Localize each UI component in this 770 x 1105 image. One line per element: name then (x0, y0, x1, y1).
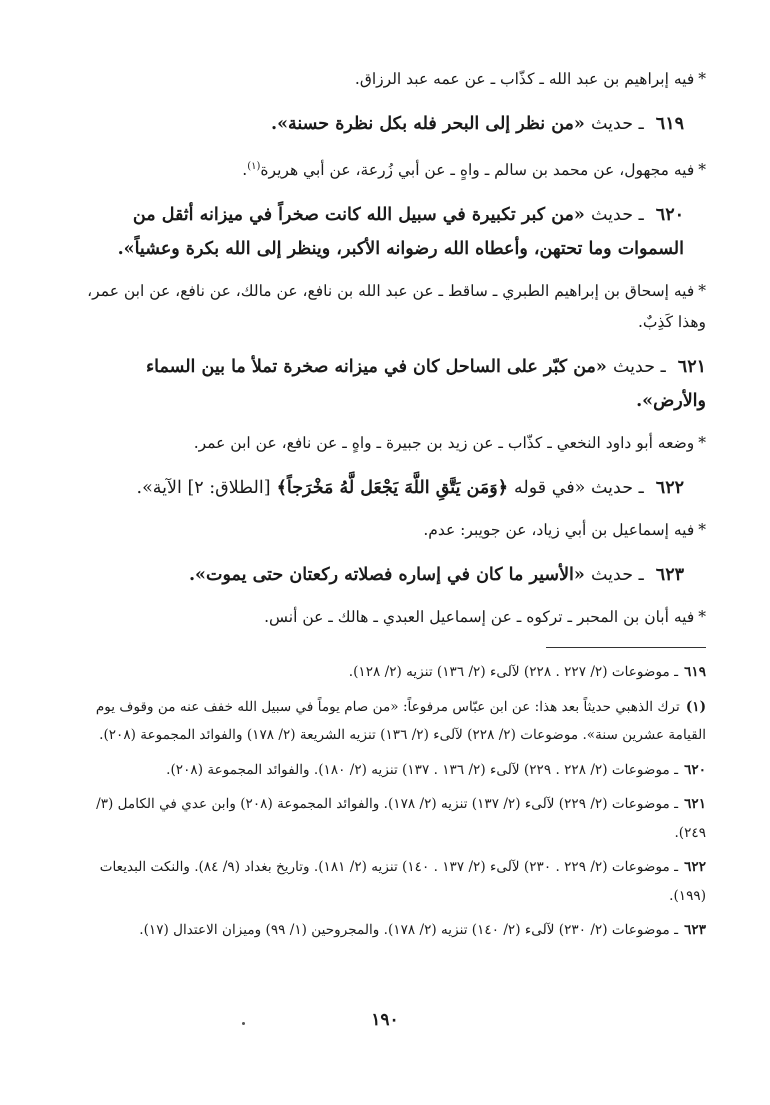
verse-reference: [الطلاق: ٢] الآية». (136, 478, 271, 499)
narrator-note: *فيه أبان بن المحبر ـ تركوه ـ عن إسماعيل العبدي ـ هالك ـ عن أنس. (264, 608, 706, 627)
footnote-number: (١) (685, 698, 706, 715)
hadith-entry (74, 198, 706, 266)
hadith-text: «من كبر تكبيرة في سبيل الله كانت صخراً في ميزانه أثقل من السموات وما تحتهن، وأعطاه الله رضوانه الأكبر، وينظر إلى الله بكرة وعشياً». (117, 205, 684, 260)
hadith-lead: ـ حديث (590, 565, 644, 586)
footnote: ٦٢٢ـ موضوعات (٢/ ٢٢٩ . ٢٣٠) لآلىء (٢/ ١٣٧ . ١٤٠) تنزيه (٢/ ١٨١). وتاريخ بغداد (٩/ ٨٤). والنكت البديعات (١٩٩). (99, 859, 706, 904)
hadith-number: ٦٢٢ (655, 478, 684, 499)
hadith-entry (74, 107, 706, 141)
page-number: ١٩٠ (371, 1010, 399, 1030)
footnote-number: ٦٢٠ (684, 761, 706, 778)
footnote: ٦٢٣ـ موضوعات (٢/ ٢٣٠) لآلىء (٢/ ١٤٠) تنزيه (٢/ ١٧٨). والمجروحين (١/ ٩٩) وميزان الاعتدال (١٧). (139, 922, 706, 939)
narrator-note: *فيه إبراهيم بن عبد الله ـ كذّاب ـ عن عمه عبد الرزاق. (354, 70, 706, 88)
footnote: (١)ترك الذهبي حديثاً بعد هذا: عن ابن عبّاس مرفوعاً: «من صام يوماً في سبيل الله خفف عنه من وقوف يوم القيامة عشرين سنة». موضوعات (٢/ ٢٢٨) لآلىء (٢/ ١٣٦) تنزيه الشريعة (٢/ ١٧٨) والفوائد المجموعة (٢٠٨). (95, 698, 706, 744)
footnote: ٦٢١ـ موضوعات (٢/ ٢٢٩) لآلىء (٢/ ١٣٧) تنزيه (٢/ ١٧٨). والفوائد المجموعة (٢٠٨) وابن عدي في الكامل (٣/ ٢٤٩). (96, 796, 706, 841)
hadith-text: «الأسير ما كان في إساره فصلاته ركعتان حتى يموت». (188, 565, 585, 586)
star-marker: * (698, 434, 706, 453)
hadith-number: ٦٢٣ (655, 565, 684, 586)
footnote-number: ٦٢٢ (684, 859, 706, 876)
star-marker: * (698, 161, 706, 180)
star-marker: * (698, 521, 706, 540)
narrator-note: *وضعه أبو داود النخعي ـ كذّاب ـ عن زيد بن جبيرة ـ واهٍ ـ عن نافع، عن ابن عمر. (193, 434, 706, 453)
star-marker: * (698, 282, 706, 301)
hadith-number: ٦٢١ (677, 357, 706, 378)
hadith-text: «من نظر إلى البحر فله بكل نظرة حسنة». (270, 114, 585, 134)
narrator-note: *فيه إسحاق بن إبراهيم الطبري ـ ساقط ـ عن عبد الله بن نافع، عن مالك، عن نافع، عن ابن عمر، وهذا كَذِبٌ. (87, 282, 706, 332)
narrator-note: *فيه مجهول، عن محمد بن سالم ـ واهٍ ـ عن أبي زُرعة، عن أبي هريرة$^{(١)}$. (242, 161, 706, 180)
hadith-lead: ـ حديث (590, 114, 644, 134)
hadith-lead: ـ حديث (590, 205, 644, 226)
narrator-note: *فيه إسماعيل بن أبي زياد، عن جويبر: عدم. (423, 521, 706, 540)
footnote-number: ٦٢٣ (684, 922, 706, 939)
footnote-number: ٦١٩ (684, 664, 706, 681)
footnote-divider (546, 647, 706, 648)
star-marker: * (698, 608, 706, 627)
hadith-entry (74, 558, 706, 592)
hadith-text: «من كبّر على الساحل كان في ميزانه صخرة تملأ ما بين السماء والأرض». (145, 357, 706, 412)
hadith-entry (74, 471, 706, 505)
footnote-number: ٦٢١ (684, 796, 706, 813)
footnote: ٦٢٠ـ موضوعات (٢/ ٢٢٨ . ٢٢٩) لآلىء (٢/ ١٣٦ . ١٣٧) تنزيه (٢/ ١٨٠). والفوائد المجموعة (٢٠٨). (166, 761, 706, 778)
hadith-number: ٦٢٠ (655, 205, 684, 226)
footnote: ٦١٩ـ موضوعات (٢/ ٢٢٧ . ٢٢٨) لآلىء (٢/ ١٣٦) تنزيه (٢/ ١٢٨). (348, 664, 706, 681)
footnote-ref[interactable]: (١) (247, 161, 261, 172)
page-body (74, 64, 706, 951)
hadith-lead: ـ حديث «في قوله (514, 478, 644, 499)
star-marker: * (698, 70, 706, 88)
hadith-number: ٦١٩ (655, 114, 684, 134)
hadith-entry (74, 350, 706, 418)
hadith-lead: ـ حديث (612, 357, 666, 378)
quran-verse: ﴿وَمَن يَتَّقِ اللَّهَ يَجْعَل لَّهُ مَخْرَجاً﴾ (276, 478, 508, 499)
